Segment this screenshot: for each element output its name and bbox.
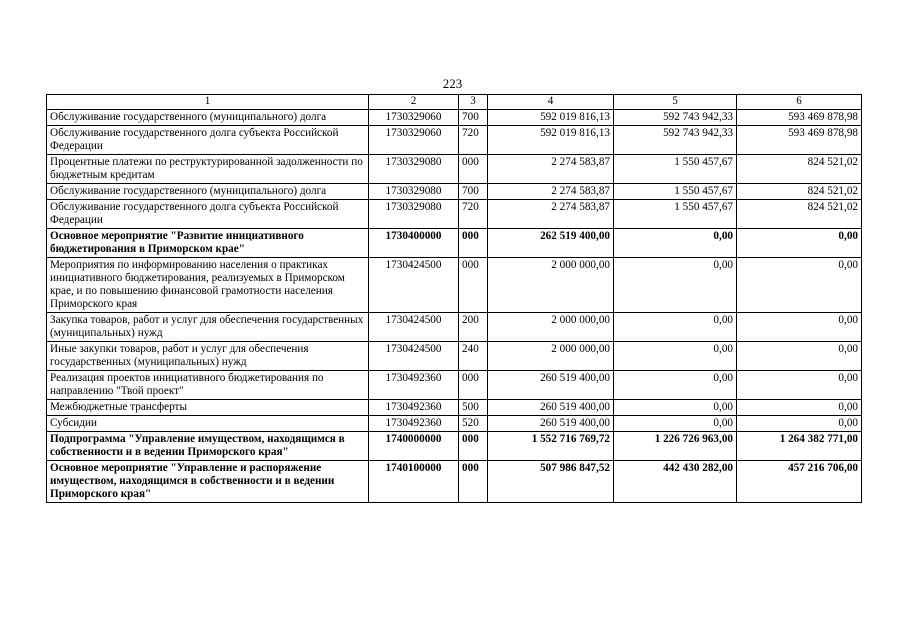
row-kind-cell: 000 (459, 258, 488, 313)
column-header: 2 (369, 95, 459, 110)
row-kind-cell: 000 (459, 432, 488, 461)
row-name-cell: Подпрограмма "Управление имуществом, находящимся в собственности и в ведении Приморского края" (47, 432, 369, 461)
row-amount-year1-cell: 2 274 583,87 (488, 200, 614, 229)
row-code-cell: 1730424500 (369, 313, 459, 342)
row-code-cell: 1730424500 (369, 342, 459, 371)
row-amount-year2-cell: 1 550 457,67 (614, 200, 737, 229)
row-amount-year3-cell: 593 469 878,98 (737, 110, 862, 126)
row-name-cell: Процентные платежи по реструктурированной задолженности по бюджетным кредитам (47, 155, 369, 184)
row-amount-year3-cell: 0,00 (737, 342, 862, 371)
budget-table (46, 94, 862, 503)
table-row (47, 126, 862, 155)
row-amount-year1-cell: 592 019 816,13 (488, 126, 614, 155)
row-kind-cell: 000 (459, 461, 488, 503)
table-row (47, 416, 862, 432)
row-amount-year3-cell: 824 521,02 (737, 184, 862, 200)
table-row (47, 184, 862, 200)
row-name-cell: Обслуживание государственного (муниципального) долга (47, 184, 369, 200)
row-code-cell: 1740100000 (369, 461, 459, 503)
row-code-cell: 1730492360 (369, 400, 459, 416)
row-code-cell: 1730329080 (369, 184, 459, 200)
row-kind-cell: 700 (459, 184, 488, 200)
row-amount-year3-cell: 824 521,02 (737, 200, 862, 229)
row-name-cell: Основное мероприятие "Управление и распоряжение имуществом, находящимся в собственности и в ведении Приморского края" (47, 461, 369, 503)
row-name-cell: Иные закупки товаров, работ и услуг для обеспечения государственных (муниципальных) нужд (47, 342, 369, 371)
row-amount-year1-cell: 2 000 000,00 (488, 258, 614, 313)
row-name-cell: Мероприятия по информированию населения о практиках инициативного бюджетирования, реализуемых в Приморском крае, и по повышению финансовой грамотности населения Приморского края (47, 258, 369, 313)
table-row (47, 400, 862, 416)
table-row (47, 200, 862, 229)
row-amount-year3-cell: 457 216 706,00 (737, 461, 862, 503)
row-name-cell: Обслуживание государственного долга субъекта Российской Федерации (47, 200, 369, 229)
row-kind-cell: 000 (459, 371, 488, 400)
column-header: 6 (737, 95, 862, 110)
table-row (47, 110, 862, 126)
table-row (47, 155, 862, 184)
row-name-cell: Закупка товаров, работ и услуг для обеспечения государственных (муниципальных) нужд (47, 313, 369, 342)
table-row (47, 342, 862, 371)
row-amount-year2-cell: 1 550 457,67 (614, 155, 737, 184)
row-amount-year2-cell: 0,00 (614, 342, 737, 371)
row-amount-year2-cell: 0,00 (614, 313, 737, 342)
table-body (47, 110, 862, 503)
table-row (47, 313, 862, 342)
row-amount-year1-cell: 2 274 583,87 (488, 155, 614, 184)
row-code-cell: 1730492360 (369, 416, 459, 432)
row-kind-cell: 240 (459, 342, 488, 371)
table-row (47, 461, 862, 503)
row-amount-year2-cell: 592 743 942,33 (614, 110, 737, 126)
row-amount-year3-cell: 0,00 (737, 258, 862, 313)
row-amount-year2-cell: 0,00 (614, 416, 737, 432)
row-amount-year3-cell: 0,00 (737, 229, 862, 258)
row-name-cell: Реализация проектов инициативного бюджетирования по направлению "Твой проект" (47, 371, 369, 400)
row-amount-year1-cell: 1 552 716 769,72 (488, 432, 614, 461)
row-name-cell: Межбюджетные трансферты (47, 400, 369, 416)
header-row (47, 95, 862, 110)
table-row (47, 432, 862, 461)
row-code-cell: 1730329080 (369, 200, 459, 229)
row-amount-year1-cell: 260 519 400,00 (488, 400, 614, 416)
row-amount-year1-cell: 262 519 400,00 (488, 229, 614, 258)
row-amount-year1-cell: 2 274 583,87 (488, 184, 614, 200)
row-amount-year1-cell: 260 519 400,00 (488, 371, 614, 400)
row-amount-year3-cell: 593 469 878,98 (737, 126, 862, 155)
row-code-cell: 1740000000 (369, 432, 459, 461)
row-kind-cell: 200 (459, 313, 488, 342)
row-code-cell: 1730329060 (369, 110, 459, 126)
row-amount-year1-cell: 592 019 816,13 (488, 110, 614, 126)
table-row (47, 371, 862, 400)
row-amount-year3-cell: 824 521,02 (737, 155, 862, 184)
row-kind-cell: 000 (459, 229, 488, 258)
column-header: 1 (47, 95, 369, 110)
row-code-cell: 1730424500 (369, 258, 459, 313)
row-amount-year2-cell: 0,00 (614, 258, 737, 313)
row-amount-year2-cell: 592 743 942,33 (614, 126, 737, 155)
row-kind-cell: 000 (459, 155, 488, 184)
row-kind-cell: 720 (459, 200, 488, 229)
column-header: 5 (614, 95, 737, 110)
row-name-cell: Обслуживание государственного (муниципального) долга (47, 110, 369, 126)
row-amount-year2-cell: 0,00 (614, 229, 737, 258)
row-kind-cell: 500 (459, 400, 488, 416)
row-amount-year3-cell: 0,00 (737, 416, 862, 432)
row-code-cell: 1730329060 (369, 126, 459, 155)
row-amount-year2-cell: 0,00 (614, 400, 737, 416)
row-kind-cell: 520 (459, 416, 488, 432)
row-amount-year3-cell: 0,00 (737, 400, 862, 416)
table-row (47, 229, 862, 258)
row-amount-year3-cell: 0,00 (737, 313, 862, 342)
row-amount-year3-cell: 1 264 382 771,00 (737, 432, 862, 461)
row-amount-year1-cell: 2 000 000,00 (488, 313, 614, 342)
row-amount-year2-cell: 1 550 457,67 (614, 184, 737, 200)
row-name-cell: Основное мероприятие "Развитие инициативного бюджетирования в Приморском крае" (47, 229, 369, 258)
row-kind-cell: 700 (459, 110, 488, 126)
row-name-cell: Обслуживание государственного долга субъекта Российской Федерации (47, 126, 369, 155)
row-kind-cell: 720 (459, 126, 488, 155)
row-amount-year2-cell: 442 430 282,00 (614, 461, 737, 503)
row-amount-year2-cell: 0,00 (614, 371, 737, 400)
row-code-cell: 1730400000 (369, 229, 459, 258)
row-amount-year1-cell: 2 000 000,00 (488, 342, 614, 371)
page-number: 223 (442, 76, 463, 91)
row-name-cell: Субсидии (47, 416, 369, 432)
row-amount-year1-cell: 260 519 400,00 (488, 416, 614, 432)
table-row (47, 258, 862, 313)
row-amount-year2-cell: 1 226 726 963,00 (614, 432, 737, 461)
row-code-cell: 1730492360 (369, 371, 459, 400)
column-header: 3 (459, 95, 488, 110)
row-amount-year1-cell: 507 986 847,52 (488, 461, 614, 503)
row-code-cell: 1730329080 (369, 155, 459, 184)
column-header: 4 (488, 95, 614, 110)
row-amount-year3-cell: 0,00 (737, 371, 862, 400)
